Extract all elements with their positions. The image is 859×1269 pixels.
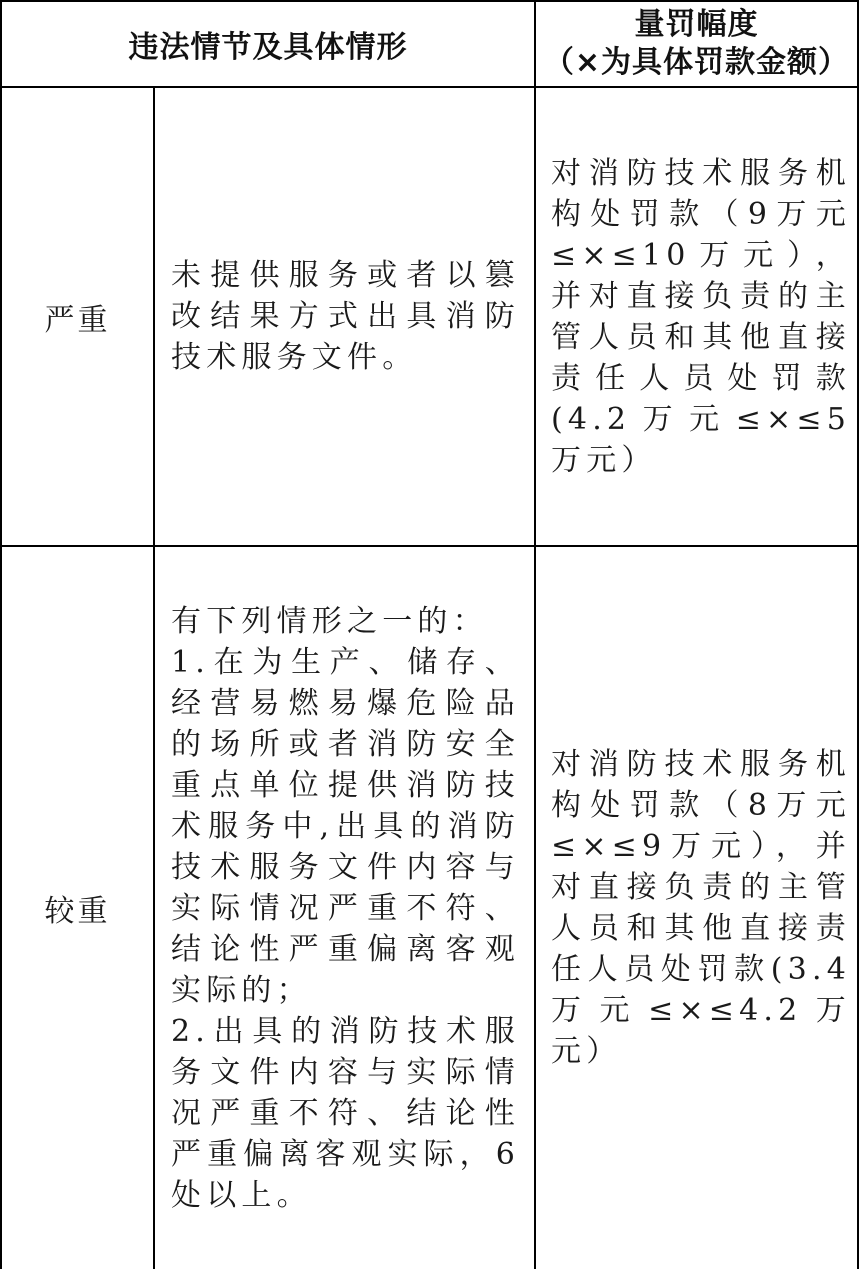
row-serious-level — [2, 88, 153, 545]
header-situation-label: 违法情节及具体情形 — [128, 30, 408, 65]
penalty-text: 对消防技术服务机构处罚款（8万元≤×≤9万元），并对直接负责的主管人员和其他直接责任人员处罚款(3.4万元≤×≤4.2万元） — [551, 747, 851, 1069]
header-penalty-title: 量罚幅度 — [634, 7, 759, 42]
situation-item: 2.出具的消防技术服务文件内容与实际情况严重不符、结论性严重偏离客观实际，6处以上。 — [171, 1013, 520, 1213]
penalty-text: 对消防技术服务机构处罚款（9万元≤×≤10万元），并对直接负责的主管人员和其他直接责任人员处罚款(4.2万元≤×≤5万元） — [551, 155, 851, 478]
level-label: 较重 — [44, 894, 111, 929]
row-relatively-serious-situation — [155, 547, 534, 1269]
row-relatively-serious-level — [2, 547, 153, 1269]
situation-text: 未提供服务或者以篡改结果方式出具消防技术服务文件。 — [171, 258, 520, 375]
header-penalty-note: （×为具体罚款金额） — [543, 45, 850, 80]
row-serious-situation — [155, 88, 534, 545]
situation-item: 1.在为生产、储存、经营易燃易爆危险品的场所或者消防安全重点单位提供消防技术服务中,出具的消防技术服务文件内容与实际情况严重不符、结论性严重偏离客观实际的； — [171, 644, 520, 1008]
header-situation — [2, 2, 534, 86]
situation-intro: 有下列情形之一的： — [171, 603, 488, 639]
header-penalty — [536, 2, 857, 86]
row-serious-penalty — [536, 88, 857, 545]
row-relatively-serious-penalty — [536, 547, 857, 1269]
level-label: 严重 — [44, 302, 111, 338]
situation-list — [171, 601, 520, 1216]
